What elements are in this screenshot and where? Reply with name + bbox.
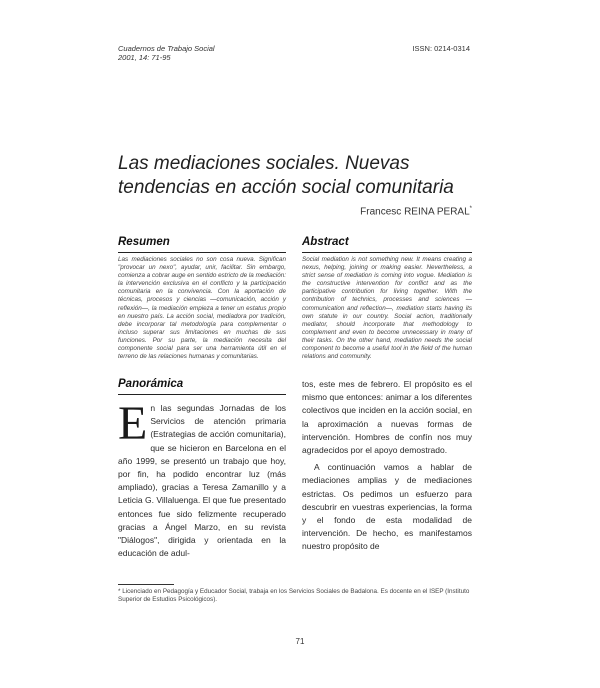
- footnote-text: Licenciado en Pedagogía y Educador Social, trabaja en los Servicios Sociales de Badalona. Es docente en el ISEP (Instituto Superior de Estudios Psicológicos).: [118, 588, 470, 603]
- author-footnote-mark: *: [469, 206, 472, 212]
- panoramica-left-text: n las segundas Jornadas de los Servicios de atención primaria (Estrategias de acción comunitaria), que se hicieron en Barcelona en el año 1999, se presentó un trabajo que hoy, por fin, ha podido encontrar luz (más ampliado), gracias a Teresa Zamanillo y a Leticia G. Villaluenga. El que fue presentado entonces fue sido felizmente recuperado gracias a Ángel Marzo, en su revista "Diálogos", dirigida y orientada en la educación de adul-: [118, 403, 286, 559]
- drop-cap: E: [118, 397, 148, 450]
- page-number: 71: [295, 637, 305, 646]
- footnote: [118, 588, 478, 604]
- abstract-heading: Abstract: [302, 236, 349, 248]
- footnote-rule: [118, 584, 174, 585]
- journal-issue: 2001, 14: 71-95: [118, 53, 171, 62]
- resumen-heading: Resumen: [118, 236, 170, 248]
- author: [360, 206, 472, 217]
- panoramica-heading: Panorámica: [118, 378, 184, 390]
- abstract-text: Social mediation is not something new. It means creating a nexus, helping, joining or making easier. Nevertheless, a strict sense of mediation is coming into vogue. Mediation is the constructive intervention for conflict and as the participative contribution for living together. With the contribution of technics, processes and sciences —communication and reflection—, mediation starts having its own statute in our country. Social action, traditionally mediator, should incorporate that methodology to complement and even to become unnecessary in many of their tasks. On the other hand, mediation needs the social component to become a useful tool in the field of the human relations and community.: [302, 256, 472, 361]
- journal-name: Cuadernos de Trabajo Social: [118, 44, 215, 53]
- issn: ISSN: 0214-0314: [412, 44, 470, 53]
- journal-header: [118, 44, 215, 62]
- footnote-mark: *: [118, 588, 121, 595]
- resumen-rule: [118, 252, 286, 253]
- article-title: Las mediaciones sociales. Nuevas tendencias en acción social comunitaria: [118, 153, 454, 198]
- panoramica-right-column: [302, 378, 472, 554]
- author-name: Francesc REINA PERAL: [360, 206, 470, 218]
- panoramica-left-column: [118, 397, 286, 560]
- abstract-rule: [302, 252, 472, 253]
- panoramica-rule: [118, 394, 286, 395]
- panoramica-right-p2: A continuación vamos a hablar de mediaciones amplias y de mediaciones estrictas. Os pedimos un esfuerzo para descubrir en vuestras experiencias, la forma y el fondo de esta modalidad de intervención. De hecho, es manifestamos nuestro propósito de: [302, 462, 472, 552]
- panoramica-right-p1: tos, este mes de febrero. El propósito es el mismo que entonces: animar a los diferentes colectivos que inciden en la acción social, en la aproximación a nuevas formas de intervención. Hombres de confín nos muy agradecidos por el apoyo demostrado.: [302, 379, 472, 456]
- resumen-text: Las mediaciones sociales no son cosa nueva. Significan "provocar un nexo", ayudar, unir, facilitar. Sin embargo, comienza a cobrar auge en sentido estricto de la mediación: la intervención exclusiva en el conflicto y la participación comunitaria en la convivencia. Con la aportación de técnicas, procesos y ciencias —comunicación, acción y reflexión—, la mediación empieza a tener un estatus propio en nuestro país. La acción social, mediadora por tradición, debe incorporar tal metodología para complementar o incluso superar sus limitaciones en muchas de sus funciones. Por su parte, la mediación necesita del componente social para ser una herramienta útil en el terreno de las relaciones humanas y comunitarias.: [118, 256, 287, 361]
